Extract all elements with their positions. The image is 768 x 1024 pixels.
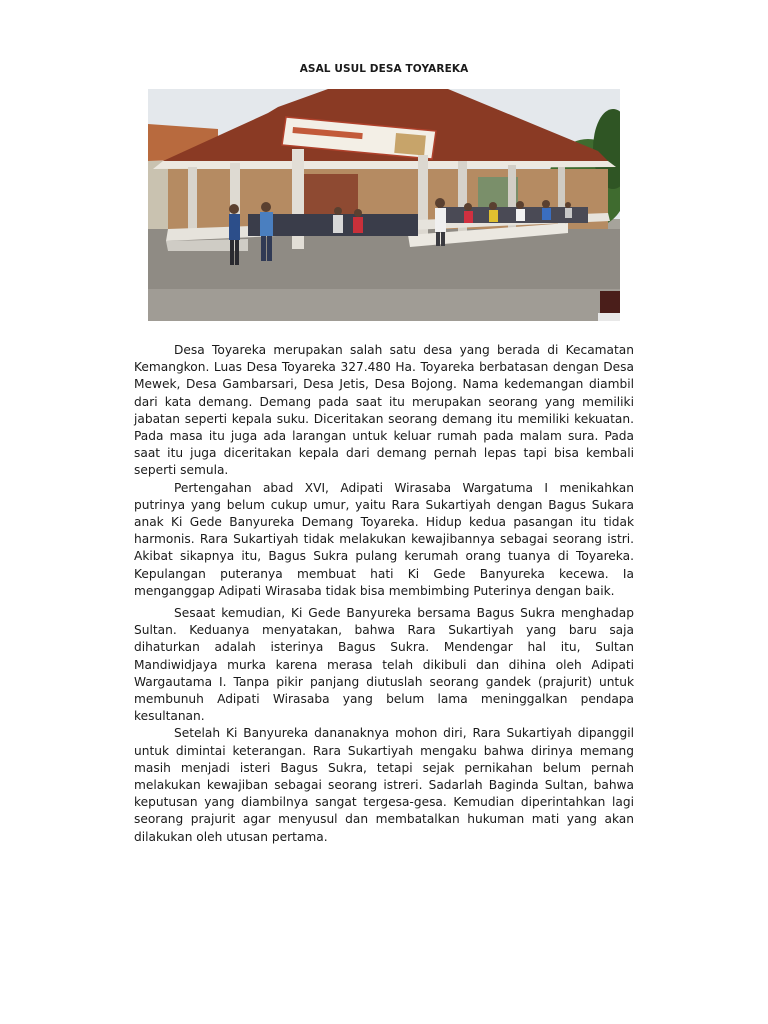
paragraph: Sesaat kemudian, Ki Gede Banyureka bersama Bagus Sukra menghadap Sultan. Keduanya menyatakan, bahwa Rara Sukartiyah yang baru saja dihaturkan adalah isterinya Bagus Sukra. Mendengar hal itu, Sultan Mandiwidjaya murka karena merasa telah dikibuli dan dihina oleh Adipati Wargautama I. Tanpa pikir panjang diutuslah seorang gandek (prajurit) untuk membunuh Adipati Wirasaba yang belum lama meninggalkan pendapa kesultanan. <box>134 606 634 724</box>
pillar <box>418 155 428 243</box>
pavilion-illustration <box>148 89 620 321</box>
back-door <box>298 174 358 214</box>
document-body <box>134 342 634 846</box>
document-title: ASAL USUL DESA TOYAREKA <box>299 63 469 75</box>
photo-watermark <box>598 313 620 321</box>
paragraph: Setelah Ki Banyureka dananaknya mohon diri, Rara Sukartiyah dipanggil untuk dimintai keterangan. Rara Sukartiyah mengaku bahwa dirinya memang masih menjadi isteri Bagus Sukra, tetapi sejak pernikahan belum pernah melakukan kewajiban sebagai seorang istreri. Sadarlah Baginda Sultan, bahwa keputusan yang diambilnya sangat tergesa-gesa. Kemudian diperintahkan lagi seorang prajurit agar menyusul dan membatalkan hukuman mati yang akan dilakukan oleh utusan pertama. <box>134 726 634 844</box>
paragraph: Desa Toyareka merupakan salah satu desa yang berada di Kecamatan Kemangkon. Luas Desa Toyareka 327.480 Ha. Toyareka berbatasan dengan Desa Mewek, Desa Gambarsari, Desa Jetis, Desa Bojong. Nama kedemangan diambil dari kata demang. Demang pada saat itu merupakan seorang yang memiliki jabatan seperti kepala suku. Diceritakan seorang demang itu memiliki kekuatan. Pada masa itu juga ada larangan untuk keluar rumah pada malam sura. Pada saat itu juga diceritakan kepala dari demang pernah lepas tapi bisa kembali seperti semula. <box>134 343 634 478</box>
ground-near <box>148 289 620 321</box>
pillar <box>458 161 467 241</box>
banner-logo <box>394 133 426 156</box>
paragraph: Pertengahan abad XVI, Adipati Wirasaba Wargatuma I menikahkan putrinya yang belum cukup umur, yaitu Rara Sukartiyah dengan Bagus Sukara anak Ki Gede Banyureka Demang Toyareka. Hidup kedua pasangan itu tidak harmonis. Rara Sukartiyah tidak melakukan kewajibannya sebagai seorang istri. Akibat sikapnya itu, Bagus Sukra pulang kerumah orang tuanya di Toyareka. Kepulangan puteranya membuat hati Ki Gede Banyureka kecewa. Ia menganggap Adipati Wirasaba tidak bisa membimbing Puterinya dengan baik. <box>134 480 634 598</box>
village-pavilion-photo <box>148 89 620 321</box>
corner-object <box>600 291 620 315</box>
